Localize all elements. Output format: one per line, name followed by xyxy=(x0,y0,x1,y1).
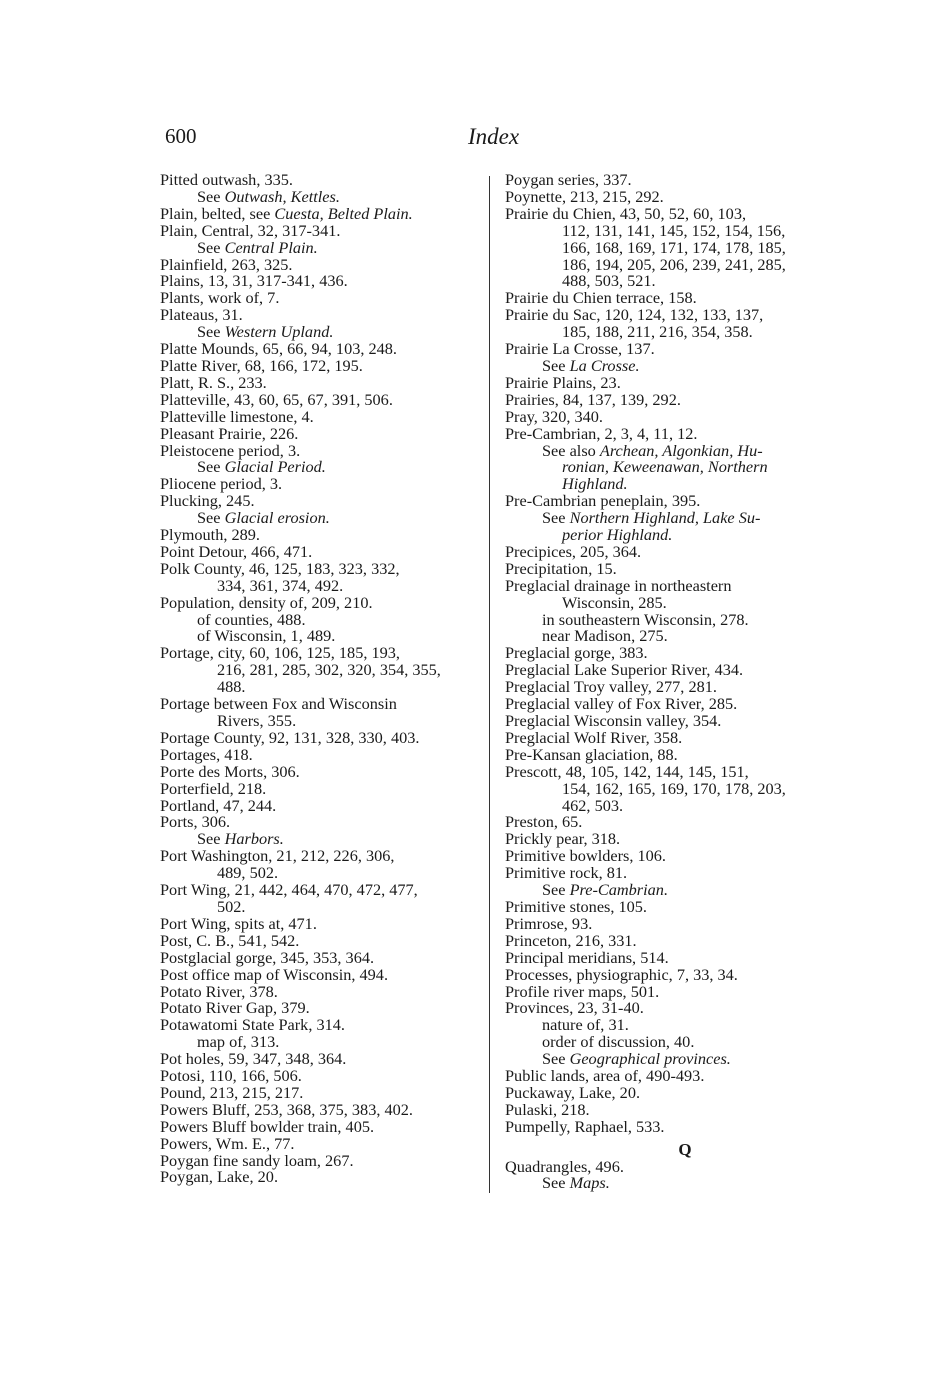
entry-cross-reference: Geographical provinces. xyxy=(569,1049,731,1069)
index-entry: Pliocene period, 3. xyxy=(160,474,283,494)
index-entry: Plants, work of, 7. xyxy=(160,288,280,308)
entry-lead: See xyxy=(197,186,225,206)
index-entry: Prickly pear, 318. xyxy=(505,829,621,849)
index-entry: 216, 281, 285, 302, 320, 354, 355, xyxy=(217,660,441,680)
entry-cross-reference: Harbors. xyxy=(224,829,284,849)
section-q-entries xyxy=(505,1156,835,1193)
index-entry: Poynette, 213, 215, 292. xyxy=(505,186,664,206)
entry-lead: See xyxy=(197,237,225,257)
index-entry: 112, 131, 141, 145, 152, 154, 156, xyxy=(562,220,786,240)
index-entry: Post, C. B., 541, 542. xyxy=(160,930,300,950)
index-entry: Precipices, 205, 364. xyxy=(505,541,642,561)
index-entry: Porte des Morts, 306. xyxy=(160,761,300,781)
index-column-right xyxy=(505,172,835,1192)
index-entry: Pleistocene period, 3. xyxy=(160,440,301,460)
entry-lead: See xyxy=(542,1173,570,1193)
index-entry: Ports, 306. xyxy=(160,812,231,832)
index-entry: of counties, 488. xyxy=(197,609,306,629)
index-entry: 462, 503. xyxy=(562,795,624,815)
entry-lead: See xyxy=(542,355,570,375)
page-number: 600 xyxy=(165,124,197,148)
index-entry: 334, 361, 374, 492. xyxy=(217,575,344,595)
index-entry: Pound, 213, 215, 217. xyxy=(160,1082,304,1102)
index-entry: Preston, 65. xyxy=(505,812,583,832)
index-entry: Prescott, 48, 105, 142, 144, 145, 151, xyxy=(505,761,749,781)
index-entry: Prairies, 84, 137, 139, 292. xyxy=(505,389,681,409)
index-entry: Potato River Gap, 379. xyxy=(160,998,310,1018)
index-entry: Plymouth, 289. xyxy=(160,525,260,545)
index-entry: Prairie du Sac, 120, 124, 132, 133, 137, xyxy=(505,305,764,325)
index-entry xyxy=(505,1175,835,1192)
index-entry: Portages, 418. xyxy=(160,744,253,764)
index-entry: Portage County, 92, 131, 328, 330, 403. xyxy=(160,727,420,747)
index-entry: Pre-Cambrian, 2, 3, 4, 11, 12. xyxy=(505,423,698,443)
index-entry: 489, 502. xyxy=(217,863,279,883)
index-entry: Pre-Cambrian peneplain, 395. xyxy=(505,491,701,511)
index-entry: Puckaway, Lake, 20. xyxy=(505,1082,641,1102)
index-entry: Quadrangles, 496. xyxy=(505,1156,624,1176)
index-entry: Prairie Plains, 23. xyxy=(505,372,621,392)
entry-cross-reference: perior Highland. xyxy=(562,525,673,545)
entry-cross-reference: Archean, Algonkian, Hu- xyxy=(599,440,763,460)
index-entry: Post office map of Wisconsin, 494. xyxy=(160,964,389,984)
entry-cross-reference: Highland. xyxy=(562,474,628,494)
index-entry: Port Wing, 21, 442, 464, 470, 472, 477, xyxy=(160,880,418,900)
index-entry: Preglacial Lake Superior River, 434. xyxy=(505,660,744,680)
entry-lead: See xyxy=(197,457,225,477)
index-entry: Portage between Fox and Wisconsin xyxy=(160,694,397,714)
index-entry: Powers Bluff bowlder train, 405. xyxy=(160,1116,375,1136)
entry-cross-reference: Western Upland. xyxy=(224,322,334,342)
index-entry: Platteville limestone, 4. xyxy=(160,406,314,426)
index-entry: Primitive bowlders, 106. xyxy=(505,846,666,866)
index-entry: Preglacial drainage in northeastern xyxy=(505,575,732,595)
entry-cross-reference: Glacial Period. xyxy=(224,457,326,477)
index-entry: Platteville, 43, 60, 65, 67, 391, 506. xyxy=(160,389,393,409)
index-entry: Profile river maps, 501. xyxy=(505,981,660,1001)
index-entry: 488, 503, 521. xyxy=(562,271,656,291)
index-entry: Preglacial valley of Fox River, 285. xyxy=(505,694,738,714)
entry-lead: See xyxy=(542,508,570,528)
entry-lead: See xyxy=(197,829,225,849)
section-letter-q: Q xyxy=(678,1139,692,1159)
index-entry: Port Wing, spits at, 471. xyxy=(160,913,317,933)
index-entry: Port Washington, 21, 212, 226, 306, xyxy=(160,846,395,866)
entry-lead: See xyxy=(542,1049,570,1069)
column-divider xyxy=(489,176,490,1193)
index-entry: 186, 194, 205, 206, 239, 241, 285, xyxy=(562,254,786,274)
index-entry: order of discussion, 40. xyxy=(542,1032,695,1052)
index-entry: Preglacial Troy valley, 277, 281. xyxy=(505,677,717,697)
index-entry: Platte Mounds, 65, 66, 94, 103, 248. xyxy=(160,339,397,359)
index-entry: Poygan, Lake, 20. xyxy=(160,1167,279,1187)
entry-cross-reference: Northern Highland, Lake Su- xyxy=(569,508,761,528)
index-entry: Platt, R. S., 233. xyxy=(160,372,267,392)
entry-cross-reference: Maps. xyxy=(569,1173,610,1193)
entry-cross-reference: Pre-Cambrian. xyxy=(569,880,669,900)
index-entry: Pray, 320, 340. xyxy=(505,406,603,426)
index-entry: Provinces, 23, 31-40. xyxy=(505,998,644,1018)
index-entry: in southeastern Wisconsin, 278. xyxy=(542,609,749,629)
entry-cross-reference: Glacial erosion. xyxy=(224,508,330,528)
index-entry: Pleasant Prairie, 226. xyxy=(160,423,299,443)
index-entry: Pumpelly, Raphael, 533. xyxy=(505,1116,665,1136)
index-entry: Population, density of, 209, 210. xyxy=(160,592,373,612)
index-entry: Processes, physiographic, 7, 33, 34. xyxy=(505,964,738,984)
index-entry: 154, 162, 165, 169, 170, 178, 203, xyxy=(562,778,786,798)
index-entry: Public lands, area of, 490-493. xyxy=(505,1066,705,1086)
index-entry: Plucking, 245. xyxy=(160,491,255,511)
index-entry xyxy=(160,237,490,257)
index-entry: Powers, Wm. E., 77. xyxy=(160,1133,295,1153)
entry-lead: See also xyxy=(542,440,600,460)
entry-lead: Plain, belted, see xyxy=(160,203,275,223)
index-entry: Potawatomi State Park, 314. xyxy=(160,1015,345,1035)
index-entry: Primitive stones, 105. xyxy=(505,896,648,916)
index-entry xyxy=(505,459,835,476)
index-entry: Preglacial Wisconsin valley, 354. xyxy=(505,711,722,730)
index-entry: Prairie du Chien terrace, 158. xyxy=(505,288,697,308)
index-entry: Potosi, 110, 166, 506. xyxy=(160,1066,302,1086)
index-entry: Poygan fine sandy loam, 267. xyxy=(160,1150,354,1170)
index-entry: 166, 168, 169, 171, 174, 178, 185, xyxy=(562,237,786,257)
index-entry: Powers Bluff, 253, 368, 375, 383, 402. xyxy=(160,1099,413,1119)
entry-cross-reference: Central Plain. xyxy=(224,237,318,257)
index-entry: Polk County, 46, 125, 183, 323, 332, xyxy=(160,558,400,578)
index-column-left xyxy=(160,172,490,1186)
index-entry: 488. xyxy=(217,677,246,697)
index-entry: Pulaski, 218. xyxy=(505,1099,590,1119)
index-entry: near Madison, 275. xyxy=(542,626,668,646)
index-entry: Rivers, 355. xyxy=(217,711,297,730)
index-entry: 185, 188, 211, 216, 354, 358. xyxy=(562,322,753,342)
index-entry: Poygan series, 337. xyxy=(505,170,632,189)
entry-cross-reference: ronian, Keweenawan, Northern xyxy=(562,457,768,477)
index-entry: Plains, 13, 31, 317-341, 436. xyxy=(160,271,348,291)
index-entry: Primrose, 93. xyxy=(505,913,593,933)
entry-lead: See xyxy=(542,880,570,900)
index-entry: map of, 313. xyxy=(197,1032,280,1052)
index-entry: of Wisconsin, 1, 489. xyxy=(197,626,336,646)
index-entry: Portland, 47, 244. xyxy=(160,795,277,815)
index-entry: Portage, city, 60, 106, 125, 185, 193, xyxy=(160,643,400,663)
index-entry: Preglacial gorge, 383. xyxy=(505,643,648,663)
index-entry: Precipitation, 15. xyxy=(505,558,617,578)
index-entry: Prairie du Chien, 43, 50, 52, 60, 103, xyxy=(505,203,747,223)
index-entry: Primitive rock, 81. xyxy=(505,863,628,883)
index-entry: Plainfield, 263, 325. xyxy=(160,254,293,274)
index-entry: Pitted outwash, 335. xyxy=(160,170,293,189)
index-entry: Potato River, 378. xyxy=(160,981,278,1001)
index-entry: Plain, Central, 32, 317-341. xyxy=(160,220,341,240)
entry-lead: See xyxy=(197,322,225,342)
index-entry: Princeton, 216, 331. xyxy=(505,930,637,950)
index-entry: Principal meridians, 514. xyxy=(505,947,669,967)
entry-cross-reference: La Crosse. xyxy=(569,355,640,375)
index-entry: 502. xyxy=(217,896,246,916)
index-entry: Pre-Kansan glaciation, 88. xyxy=(505,744,678,764)
entry-lead: See xyxy=(197,508,225,528)
entry-cross-reference: Outwash, Kettles. xyxy=(224,186,340,206)
entry-cross-reference: Cuesta, Belted Plain. xyxy=(274,203,413,223)
index-entry: Wisconsin, 285. xyxy=(562,592,667,612)
running-title: Index xyxy=(468,124,520,149)
index-entry: Preglacial Wolf River, 358. xyxy=(505,727,683,747)
index-entry: nature of, 31. xyxy=(542,1015,629,1035)
index-entry: Plateaus, 31. xyxy=(160,305,243,325)
right-entries xyxy=(505,172,835,1136)
index-entry: Prairie La Crosse, 137. xyxy=(505,339,655,359)
index-entry: Pot holes, 59, 347, 348, 364. xyxy=(160,1049,347,1069)
index-entry: Postglacial gorge, 345, 353, 364. xyxy=(160,947,375,967)
index-entry: Point Detour, 466, 471. xyxy=(160,541,313,561)
index-entry: Porterfield, 218. xyxy=(160,778,267,798)
index-entry: Platte River, 68, 166, 172, 195. xyxy=(160,355,363,375)
